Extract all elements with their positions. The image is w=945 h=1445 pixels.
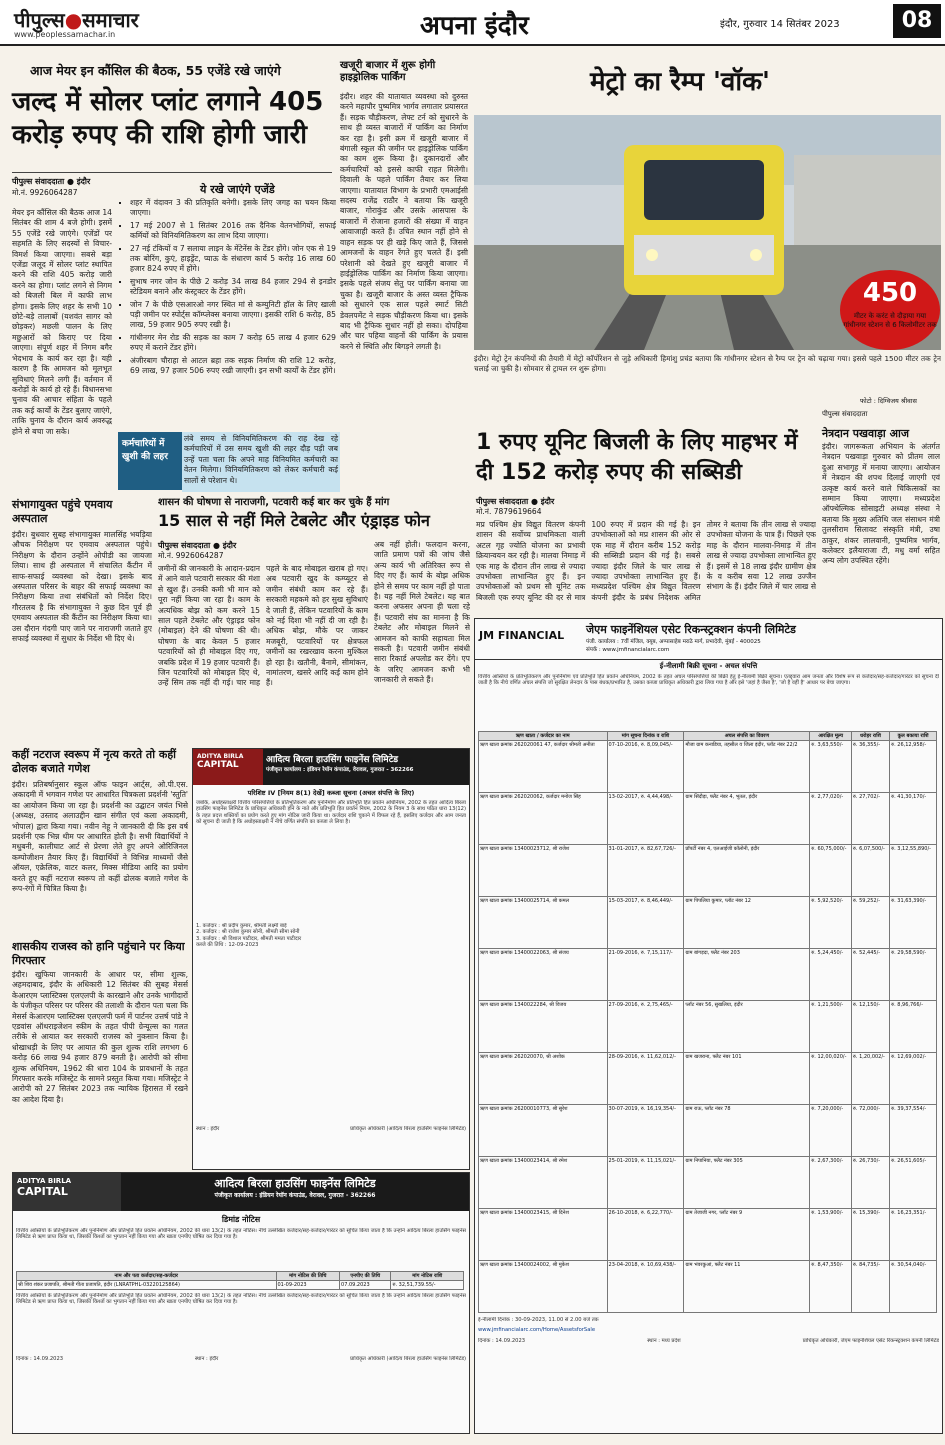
table-cell: रु. 6,07,500/- [851,845,889,897]
table-cell: ऋण खाता क्रमांक 13400024002, श्री मुकेश [479,1261,608,1313]
table-header: कुल बकाया राशि [890,732,937,741]
table-cell: रु. 16,23,351/- [890,1209,937,1261]
metro-headline: मेट्रो का रैम्प 'वॉक' [590,67,771,97]
table-cell: ग्राम राऊ, प्लॉट नंबर 78 [684,1105,810,1157]
table-row [479,1209,937,1261]
page-number: 08 [893,4,941,38]
jm-contact: संपर्क : www.jmfinancialarc.com [586,647,670,653]
subsidy-byline: पीपुल्स संवाददाता ● इंदौर [476,497,555,506]
table-cell: रु. 2,77,020/- [810,793,852,845]
ad2-address: पंजीकृत कार्यालय : इंडियन रेयॉन कंपाउंड, वेरावल, गुजरात - 362266 [214,1192,376,1199]
khajrana-headline: खजूरी बाजार में शुरू होगी हाइड्रोलिक पार्किंग [340,60,436,83]
table-row [479,793,937,845]
table-cell: 21-09-2016, रु. 7,15,117/- [607,949,684,1001]
table-cell: ऋण खाता क्रमांक 262020070, श्री अशोक [479,1053,608,1105]
lead-headline: जल्द में सोलर प्लांट लगाने 405 करोड़ रुपए की राशि होगी जारी [12,87,324,150]
jm-address: पंजी. कार्यालय : 7वीं मंजिल, क्यूब, अप्पासाहेब मराठे मार्ग, प्रभादेवी, मुंबई - 400025 [586,639,761,645]
table-cell: 27-09-2016, रु. 2,75,465/- [607,1001,684,1053]
table-header: धरोहर राशि [851,732,889,741]
aditya-birla-possession-notice: ADITYA BIRLA CAPITAL आदित्य बिरला हाउसिंग फाइनेंस लिमिटेड पंजीकृत कार्यालय : इंडियन रेयॉन कंपाउंड, वेरावल, गुजरात - 362266 परिशिष्ट IV [नियम 8(1) देखें] कब्जा सूचना (अचल संपत्ति के लिए) जबकि, अधोहस्ताक्षरी वित्तीय परिसंपत्तियों के प्रतिभूतिकरण और पुनर्निर्माण और प्रतिभूति हित प्रवर्तन अधिनियम, 2002 के तहत आदित्य बिरला हाउसिंग फाइनेंस लिमिटेड के प्राधिकृत अधिकारी होने के नाते और प्रतिभूति हित प्रवर्तन नियम, 2002 के नियम 3 के साथ पठित धारा 13(12) के तहत प्रदत्त शक्तियों का प्रयोग करते हुए मांग नोटिस जारी किया था। कर्जदार राशि चुकाने में विफल रहे हैं, इसलिए कर्जदार और आम जनता को सूचना दी जाती है कि अधोहस्ताक्षरी ने नीचे वर्णित संपत्ति का कब्जा ले लिया है। 1. कर्जदार : श्री प्रदीप कुमार, श्रीमती लक्ष्मी बाई 2. कर्जदार : श्री राजेश कुमार सोनी, श्रीमती सीमा सोनी 3. कर्जदार : श्री विशाल पाटीदार, श्रीमती ममता पाटीदार कब्जे की तिथि : 12-09-2023 स्थान : इंदौर प्राधिकृत अधिकारी (आदित्य बिरला हाउसिंग फाइनेंस लिमिटेड) [192,748,470,1170]
ad2-notice-title: डिमांड नोटिस [221,1215,261,1224]
brand-dot-icon: ● [64,8,83,32]
table-cell: रु. 3,63,550/- [810,741,852,793]
table-cell: ऋण खाता क्रमांक 13400023712, श्री राजेश [479,845,608,897]
loss-body: इंदौर। खुफिया जानकारी के आधार पर, सीमा शुल्क, अहमदाबाद, इंदौर के अधिकारी 12 सितंबर की सुबह मेसर्स केआरएम प्लास्टिक्स एलएलपी के कारखाने और उनके भागीदारों के पंजीकृत परिसर पर परिसर की तलाशी के दौरान पता चला कि मेसर्स केआरएम प्लास्टिक्स एलएलपी फर्म में पार्टनर उत्तर्ष पांडे ने एडवांस ऑथराइजेशन स्कीम के तहत पीपी ग्रेन्यूल्स का गलत तरीके से आयात कर सरकारी राजस्व को नुकसान किया है। धोखाधड़ी के लिए पर आयात की कुल शुल्क राशि लगभग 6 करोड़ 66 लाख 94 हजार 879 बनती है। आरोपी को सीमा शुल्क अधिनियम, 1962 की धारा 104 के प्रावधानों के तहत गिरफ्तार करके मजिस्ट्रेट के सामने प्रस्तुत किया गया। मजिस्ट्रेट ने आरोपी को 27 सितंबर 2023 तक न्यायिक हिरासत में रखने का आदेश दिया है। [12,970,188,1104]
table-row [479,741,937,793]
table-cell: रु. 15,390/- [851,1209,889,1261]
table-cell: 28-09-2016, रु. 11,62,012/- [607,1053,684,1105]
jm-auction-date: ई-नीलामी दिनांक : 30-09-2023, 11.00 से 2.00 बजे तक [478,1317,599,1323]
jm-header [475,619,942,660]
agenda-item: ▪ शहर में वंदावन 3 की प्रतिकृति बनेगी। इसके लिए जगह का चयन किया जाएगा। [130,198,336,219]
table-cell: ग्राम खजराना, फ्लैट नंबर 101 [684,1053,810,1105]
netradan-body: इंदौर। जागरूकता अभियान के अंतर्गत नेत्रदान पखवाड़ा गुरुवार को प्रीतम लाल दुआ सभागृह में मनाया जाएगा। आयोजन में नेत्रदान की शपथ दिलाई जाएगी एवं उत्कृष्ट कार्य करने वाले चिकित्सकों का सम्मान किया जाएगा। मध्यप्रदेश ऑफ्थेल्मिक सोसाइटी अध्यक्ष संस्था ने बताया कि मुख्य अतिथि जल संसाधन मंत्री तुलसीराम सिलावट संस्कृति मंत्री, उषा ठाकुर, शंकर लालवानी, पुष्यमित्र भार्गव, कलेक्टर इलैयाराजा टी, मधु वर्मा सहित अन्य लोग उपस्थित रहेंगे। [822,442,940,566]
table-cell: रु. 5,24,450/- [810,949,852,1001]
jm-intro: वित्तीय आस्तियों के प्रतिभूतिकरण और पुनर्निर्माण एवं प्रतिभूति हित प्रवर्तन अधिनियम, 2002 के तहत अचल परिसंपत्तियों की बिक्री हेतु ई-नीलामी बिक्री सूचना। एतद्द्वारा आम जनता और विशेष रूप से कर्जदार/सह-कर्जदार/गारंटर को सूचना दी जाती है कि नीचे वर्णित अचल संपत्ति जो सुरक्षित लेनदार के पास बंधक/प्रभारित है, उसका कब्जा प्राधिकृत अधिकारी द्वारा लिया गया है और इसे 'जहां है जैसा है', 'जो है वहीं है' आधार पर बेचा जाएगा। [478,674,939,687]
table-cell: रु. 39,37,554/- [890,1105,937,1157]
table-header: मांग सूचना दिनांक व राशि [607,732,684,741]
table-cell: रु. 52,445/- [851,949,889,1001]
table-cell: ऋण खाता क्रमांक 1340022284, श्री विजय [479,1001,608,1053]
ad-address: पंजीकृत कार्यालय : इंडियन रेयॉन कंपाउंड, वेरावल, गुजरात - 362266 [266,767,414,773]
table-cell: ग्राम तेजाजी नगर, प्लॉट नंबर 9 [684,1209,810,1261]
table-cell: 23-04-2018, रु. 10,69,438/- [607,1261,684,1313]
side-text: लंबे समय से विनियमितिकरण की राह देख रहे कर्मचारियों में उस समय खुशी की लहर दौड़ पड़ी जब उन्हें पता चला कि अपने माह विनियमित कर्मचारी का वेतन मिलेगा। विनियमितिकरण को लेकर कर्मचारी कई सालों से परेशान थे। [182,432,340,492]
lead-byline: पीपुल्स संवाददाता ● इंदौर [12,177,91,186]
agenda-item: ▪ 27 नई टंकियों व 7 सलाया लाइन के मेंटेनेंस के टेंडर होंगे। जोन एक से 19 तक बोरिंग, कुएं, हाइड्रेंट, प्याऊ के संधारण कार्य 5 करोड़ 16 लाख 60 हजार 824 रुपए में होंगे। [130,244,336,275]
loss-headline: शासकीय राजस्व को हानि पहुंचाने पर किया गिरफ्तार [12,940,185,967]
ad2-table: नाम और पता कर्जदार/सह-कर्जदार मांग नोटिस की तिथि एनपीए की तिथि मांग नोटिस राशि श्री शिव शंकर प्रजापति, श्रीमती गीता प्रजापति, इंदौर (LNRATPHL-03220125864) 01-09-2023 07.09.2023 रु. 32,51,739.55/- [16,1271,464,1290]
table-cell: रु. 7,20,000/- [810,1105,852,1157]
ad2-title: आदित्य बिरला हाउसिंग फाइनेंस लिमिटेड [214,1177,376,1190]
table-cell: ग्राम निपानिया, फ्लैट नंबर 305 [684,1157,810,1209]
newspaper-brand [14,6,139,33]
netradan-tag: पीपुल्स संवाददाता [822,410,868,418]
agenda-item: ▪ अंजीरबाग चौराहा से आटल ब्रहा तक सड़क निर्माण की राशि 12 करोड़, 69 लाख, 97 हजार 506 रुपए रखी जाएगी। इन सभी कार्यों के टेंडर होंगे। [130,356,336,377]
tablet-kicker: शासन की घोषणा से नाराजगी, पटवारी कई बार कर चुके हैं मांग [158,497,390,508]
table-cell: ऋण खाता क्रमांक 13400023414, श्री रमेश [479,1157,608,1209]
ganesh-headline: कहीं नटराज स्वरूप में नृत्य करते तो कहीं ढोलक बजाते गणेश [12,748,177,775]
table-cell: प्रॉपर्टी नंबर 4, एलआईजी कॉलोनी, इंदौर [684,845,810,897]
hospital-headline: संभागायुक्त पहुंचे एमवाय अस्पताल [12,498,113,525]
agenda-item: ▪ जोन 7 के पीछे एसआरओ नगर स्थित मां से कम्युनिटी हॉल के लिए खाली पड़ी जमीन पर स्पोर्ट्स कॉम्प्लेक्स बनाया जाएगा। इसकी राशि 6 करोड़, 85 लाख, 59 हजार 905 रुपए रखी है। [130,300,336,331]
agenda-list [118,198,336,428]
table-cell: 13-02-2017, रु. 4,44,498/- [607,793,684,845]
tablet-headline: 15 साल से नहीं मिले टेबलेट और एंड्राइड फोन [158,511,430,530]
brand-right: समाचार [82,8,139,32]
jm-title: जेएम फाइनेंशियल एसेट रिकन्स्ट्रक्शन कंपनी लिमिटेड [586,623,796,636]
table-cell: रु. 30,54,040/- [890,1261,937,1313]
divider [12,172,332,173]
table-cell: रु. 26,730/- [851,1157,889,1209]
badge-text: मीटर के करंट से दौड़ाया गया गांधीनगर स्टेशन से 6 किलोमीटर तक [843,312,937,329]
table-cell: रु. 1,53,900/- [810,1209,852,1261]
table-cell: प्लॉट नंबर 56, सुखलिया, इंदौर [684,1001,810,1053]
table-cell: मौजा ग्राम कनाडिया, तहसील व जिला इंदौर, प्लॉट नंबर 22/2 [684,741,810,793]
table-cell: ग्राम सिंदौड़ा, फ्लैट नंबर 4, भूतल, इंदौर [684,793,810,845]
table-cell: रु. 29,58,590/- [890,949,937,1001]
subsidy-mobile: मो.नं. 7879619664 [476,507,542,516]
ad2-header [13,1173,469,1211]
jm-website-link[interactable]: www.jmfinancialarc.com/Home/AssetsforSale [478,1327,596,1334]
metro-caption: इंदौर। मेट्रो ट्रेन कंपनियों की तैयारी में मेट्रो कॉर्पोरेशन से जुड़े अधिकारी हिमांशु प्रचंड बताया कि गांधीनगर स्टेशन से रैम्प पर ट्रेन को चढ़ाया गया। इससे पहले 1500 मीटर तक ट्रेन चलाई जा चुकी है। सोमवार से ट्रायल रन शुरू होगा। [474,354,941,373]
khajrana-body: इंदौर। शहर की यातायात व्यवस्था को दुरुस्त करने महापौर पुष्यमित्र भार्गव लगातार प्रयासरत हैं। सड़क चौड़ीकरण, लेफ्ट टर्न को सुधारने के साथ ही व्यस्त बाजारों में पार्किंग का निर्माण कर रहा है। इसी क्रम में खजूरी बाजार में बंगाली स्कूल की जमीन पर हाइड्रोलिक पार्किंग का काम शुरू किया है। दुकानदारों और कर्मचारियों को इससे काफी राहत मिलेगी। दिवाली के पहले पार्किंग तैयार कर लिया जाएगा। यातायात विभाग के प्रभारी एमआईसी सदस्य राजेंद्र राठौर ने बताया कि खजूरी बाजार, गोराकुंड और उसके आसपास के बाजारों में रोजाना हजारों की संख्या में वाहन आवाजाही करते हैं। उचित स्थान नहीं होने से वाहन सड़क पर ही खड़े किए जाते हैं, जिससे आमजनों के वाहन रेंगते हुए चलते हैं। इसी परेशानी को देखते हुए खजूरी बाजार में हाईड्रोलिक पार्किंग का निर्माण किया जाएगा। इसके पहले संजय सेतु पर पार्किंग बनाया जा चुका है। खजूरी बाजार के अस्त व्यस्त ट्रैफिक को सुधारने एक साल पहले स्मार्ट सिटी डेवलपमेंट ने सड़क चौड़ीकरण किया था। इसके बाद भी ट्रैफिक सुधार नहीं हो सका। दोपहिया और चार पहिया वाहनों की पार्किंग के प्रयास करने से स्थिति और बिगड़ने लगती है। [340,92,468,351]
metro-badge [840,270,940,350]
table-cell: रु. 12,69,002/- [890,1053,937,1105]
table-cell: रु. 84,735/- [851,1261,889,1313]
lead-kicker: आज मेयर इन कौंसिल की बैठक, 55 एजेंडे रखे जाएंगे [30,63,281,78]
table-row [479,897,937,949]
ad-notice-title: परिशिष्ट IV [नियम 8(1) देखें] कब्जा सूचना (अचल संपत्ति के लिए) [247,789,415,797]
table-cell: 07-10-2016, रु. 8,09,045/- [607,741,684,793]
dateline: इंदौर, गुरुवार 14 सितंबर 2023 [720,19,840,30]
table-cell: रु. 12,150/- [851,1001,889,1053]
table-row [479,1105,937,1157]
lead-mobile: मो.नं. 9926064287 [12,188,78,197]
table-row [479,1261,937,1313]
section-title: अपना इंदौर [420,11,529,41]
ad2-filler: वित्तीय आस्तियों के प्रतिभूतिकरण और पुनर्निर्माण और प्रतिभूति हित प्रवर्तन अधिनियम, 2002 की धारा 13(2) के तहत नोटिस। नीचे उल्लेखित कर्जदार/सह-कर्जदार/गारंटर को सूचित किया जाता है कि उन्होंने आदित्य बिरला हाउसिंग फाइनेंस लिमिटेड से ऋण प्राप्त किया था, जिसकी किश्तों का भुगतान नहीं किया गया और खाता एनपीए घोषित कर दिया गया है। [16,1293,466,1306]
jm-notice-title: ई-नीलामी बिक्री सूचना - अचल संपत्ति [659,662,758,670]
table-cell: रु. 1,20,002/- [851,1053,889,1105]
table-cell: 25-01-2019, रु. 11,15,021/- [607,1157,684,1209]
table-cell: रु. 8,96,766/- [890,1001,937,1053]
tablet-byline: पीपुल्स संवाददाता ● इंदौर [158,541,237,550]
badge-number: 450 [862,278,918,308]
agenda-item: ▪ गांधीनगर मेन रोड की सड़क का काम 7 करोड़ 65 लाख 4 हजार 629 रुपए में कराने टेंडर होंगे। [130,333,336,354]
table-cell: रु. 2,67,300/- [810,1157,852,1209]
ad-borrowers: 1. कर्जदार : श्री प्रदीप कुमार, श्रीमती लक्ष्मी बाई 2. कर्जदार : श्री राजेश कुमार सोनी, श्रीमती सीमा सोनी 3. कर्जदार : श्री विशाल पाटीदार, श्रीमती ममता पाटीदार कब्जे की तिथि : 12-09-2023 [196,923,302,949]
jm-table [478,731,937,1313]
table-cell: रु. 26,12,958/- [890,741,937,793]
ganesh-body: इंदौर। प्रतिबर्षानुसार स्कूल ऑफ फाइन आर्ट्स, ओ.पी.एस. अकादमी में भगवान गणेश पर आधारित चित्रकला प्रदर्शनी 'स्तुति' का आयोजन किया जा रहा है। प्रदर्शनी का उद्घाटन जयंत भिसे (अध्यक्ष, उस्ताद अलाउद्दीन खान संगीत एवं कला अकादमी, भोपाल) द्वारा किया गया। नवीन नेहू ने जानकारी दी कि इस वर्ष प्रदर्शनी एक भिन्न थीम पर आधारित होती है। सभी विद्यार्थियों ने मधुबनी, कालीघाट आर्ट से प्रेरणा लेते हुए अपने ओरिजिनल कम्पोजीशन तैयार किए हैं। विद्यार्थियों ने विभिन्न माध्यमों जैसे ऑयल, एक्रेलिक, वाटर कलर, मिक्स मीडिया आदि का प्रयोग करते हुए कहीं नटराज स्वरूप तो कहीं ढोलक बजाते गणेश के रूप-रंगों में चित्रित किया है। [12,780,188,894]
agenda-title: ये रखे जाएंगे एजेंडे [200,183,275,196]
ad-title: आदित्य बिरला हाउसिंग फाइनेंस लिमिटेड [266,755,399,765]
table-cell: रु. 60,75,000/- [810,845,852,897]
tablet-body-2: अब नहीं होती। फलदान करना, जाति प्रमाण पत्रों की जांच जैसे अन्य कार्य भी अतिरिक्त रूप से दिए गए हैं। कार्य के बोझ अधिक होने से समय पर काम नहीं हो पाता है। यह नहीं मिले टेबलेट। यह बात करना अफसर अपना ही चला रहे हैं। पटवारी संघ का मानना है कि टेबलेट और मोबाइल मिलने से आमजन को काफी सहायता मिल सकती है। पटवारी जमीन संबंधी सारा रिकार्ड अपलोड कर देंगे। एप के जरिए आमजन कभी भी जानकारी ले सकते हैं। [374,540,470,685]
aditya-birla-logo: ADITYA BIRLA CAPITAL [193,749,263,785]
table-row [479,1157,937,1209]
table-cell: ऋण खाता क्रमांक 26200010773, श्री सुरेश [479,1105,608,1157]
photo-credit: फोटो : दिग्विजय श्रीवास [860,397,917,405]
lead-body: मेयर इन कौंसिल की बैठक आज 14 सितंबर की शाम 4 बजे होगी। इसमें 55 एजेंडे रखे जाएंगे। एजेंडों पर सहमति के लिए सदस्यों से विचार-विमर्श किया जाएगा। सबसे बड़ा एजेंडा जलूद में सोलर प्लांट स्थापित करने की राशि 405 करोड़ जारी करने का होगा। प्लांट लगने से निगम को बिजली बिल में काफी लाभ होगा। इसके लिए शहर के सभी 10 छोटे-बड़े तालाबों (यशवंत सागर को छोड़कर) मछली पालन के लिए मछुआरों को किराए पर दिया जाएगा। संपूर्ण शहर में निगम बगैर भेदभाव के कार्य कर रहा है। यही कारण है कि आमजन को मूलभूत सुविधाएं मिलने लगी हैं। वर्तमान में करोड़ों के कार्य हो रहे हैं। विधानसभा चुनाव की आचार संहिता के पहले तक कई कार्यों के टेंडर बुलाए जाएंगे, ताकि चुनाव के दौरान कार्य अवरुद्ध होने से बचा जा सके। [12,208,112,436]
table-cell: रु. 26,51,605/- [890,1157,937,1209]
masthead [0,0,945,46]
table-cell: 31-01-2017, रु. 82,67,726/- [607,845,684,897]
tablet-body: जमीनों की जानकारी के आदान-प्रदान में आने वाले पटवारी सरकार की मंशा से खुश हैं। उनकी कमी भी मान को पूरा नहीं किया जा रहा है। काम के अत्यधिक बोझ को कम करने 15 साल पहले टेबलेट और एंड्राइड फोन (मोबाइल) देने की घोषणा की थी। घोषणा के बाद केवल 5 हजार पटवारियों को ही मोबाइल दिए गए, जबकि प्रदेश में 19 हजार पटवारी हैं। जिन पटवारियों को मोबाइल दिए थे, उन्हें सिम तक नहीं दी गई। चार माह पहले के बाद मोबाइल खराब हो गए। अब पटवारी खुद के कम्प्यूटर से जमीन संबंधी काम कर रहे हैं। सरकारी महकमे को हर सुख सुविधाएं दे जाती हैं, लेकिन पटवारियों के काम को नई दिशा भी नहीं दी जा रही है। अधिक बोझ, मौके पर जाकर मजबूरी, पटवारियों पर क्षेत्रफल जमीनों का रखरखाव करना मुश्किल हो रहा है। खतौनी, बैनामे, सीमांकन, नामांतरण, खसरे आदि कई काम होने हैं। [158,564,368,688]
table-cell: रु. 41,30,170/- [890,793,937,845]
ad2-text: वित्तीय आस्तियों के प्रतिभूतिकरण और पुनर्निर्माण और प्रतिभूति हित प्रवर्तन अधिनियम, 2002 की धारा 13(2) के तहत नोटिस। नीचे उल्लेखित कर्जदार/सह-कर्जदार/गारंटर को सूचित किया जाता है कि उन्होंने आदित्य बिरला हाउसिंग फाइनेंस लिमिटेड से ऋण प्राप्त किया था, जिसकी किश्तों का भुगतान नहीं किया गया और खाता एनपीए घोषित कर दिया गया है। [16,1228,466,1241]
table-row [479,845,937,897]
subsidy-headline: 1 रुपए यूनिट बिजली के लिए माहभर में दी 152 करोड़ रुपए की सब्सिडी [476,430,798,485]
agenda-item: ▪ सुभाष नगर जोन के पीछे 2 करोड़ 34 लाख 84 हजार 294 से इनडोर स्टेडियम बनाने और कंस्ट्रक्टर के टेंडर होंगे। [130,277,336,298]
table-cell: ग्राम पिपलिया कुमार, प्लॉट नंबर 12 [684,897,810,949]
table-cell: ऋण खाता क्रमांक 13400023415, श्री दिनेश [479,1209,608,1261]
table-cell: ऋण खाता क्रमांक 262020061 47, कर्जदार श्रीमती अनीता [479,741,608,793]
table-cell: ऋण खाता क्रमांक 13400025714, श्री कमल [479,897,608,949]
hospital-body: इंदौर। बुधवार सुबह संभागायुक्त मालसिंह भयड़िया औचक निरीक्षण पर एमवाय अस्पताल पहुंचे। निरीक्षण के दौरान उन्होंने ओपीडी का जायजा लिया। साथ ही अस्पताल में संचालित कैंटीन में साफ-सफाई व्यवस्था को देखा। इसके बाद अस्पताल परिसर के बाहर की सफाई व्यवस्था का निरीक्षण किया तथा संबंधितों को निर्देश दिए। गौरतलब है कि संभागायुक्त ने कुछ दिन पूर्व ही एमवाय अस्पताल की कैंटीन का निरीक्षण किया था। उस दौरान गंदगी पाए जाने पर नाराजगी जताते हुए सफाई व्यवस्था में सुधार के निर्देश भी दिए थे। [12,530,152,644]
table-row [479,949,937,1001]
website-url: www.peoplessamachar.in [14,30,116,39]
table-cell: रु. 3,12,55,890/- [890,845,937,897]
table-cell: ऋण खाता क्रमांक 262020062, कर्जदार मनोज सिंह [479,793,608,845]
aditya-birla-demand-notice: ADITYA BIRLA CAPITAL आदित्य बिरला हाउसिंग फाइनेंस लिमिटेड पंजीकृत कार्यालय : इंडियन रेयॉन कंपाउंड, वेरावल, गुजरात - 362266 डिमांड नोटिस वित्तीय आस्तियों के प्रतिभूतिकरण और पुनर्निर्माण और प्रतिभूति हित प्रवर्तन अधिनियम, 2002 की धारा 13(2) के तहत नोटिस। नीचे उल्लेखित कर्जदार/सह-कर्जदार/गारंटर को सूचित किया जाता है कि उन्होंने आदित्य बिरला हाउसिंग फाइनेंस लिमिटेड से ऋण प्राप्त किया था, जिसकी किश्तों का भुगतान नहीं किया गया और खाता एनपीए घोषित कर दिया गया है। नाम और पता कर्जदार/सह-कर्जदार मांग नोटिस की तिथि एनपीए की तिथि मांग नोटिस राशि श्री शिव शंकर प्रजापति, श्रीमती गीता प्रजापति, इंदौर (LNRATPHL-03220125864) 01-09-2023 07.09.2023 रु. 32,51,739.55/- वित्तीय आस्तियों के प्रतिभूतिकरण और पुनर्निर्माण और प्रतिभूति हित प्रवर्तन अधिनियम, 2002 की धारा 13(2) के तहत नोटिस। नीचे उल्लेखित कर्जदार/सह-कर्जदार/गारंटर को सूचित किया जाता है कि उन्होंने आदित्य बिरला हाउसिंग फाइनेंस लिमिटेड से ऋण प्राप्त किया था, जिसकी किश्तों का भुगतान नहीं किया गया और खाता एनपीए घोषित कर दिया गया है। दिनांक : 14.09.2023 स्थान : इंदौर प्राधिकृत अधिकारी (आदित्य बिरला हाउसिंग फाइनेंस लिमिटेड) [12,1172,470,1434]
side-label: कर्मचारियों में खुशी की लहर [118,432,184,490]
table-cell: रु. 1,21,500/- [810,1001,852,1053]
agenda-item: ▪ 17 मई 2007 से 1 सितंबर 2016 तक दैनिक वेतनभोगियों, सफाई कर्मियों को विनियमितिकरण का लाभ दिया जाएगा। [130,221,336,242]
table-cell: 15-03-2017, रु. 8,46,449/- [607,897,684,949]
tablet-mobile: मो.नं. 9926064287 [158,551,224,560]
table-row: श्री शिव शंकर प्रजापति, श्रीमती गीता प्रजापति, इंदौर (LNRATPHL-03220125864) 01-09-2023 07.09.2023 रु. 32,51,739.55/- [17,1281,464,1290]
ad-header [193,749,469,785]
table-cell: रु. 12,00,020/- [810,1053,852,1105]
table-cell: ग्राम बांगड़दा, फ्लैट नंबर 203 [684,949,810,1001]
table-header: आरक्षित मूल्य [810,732,852,741]
table-header: ऋण खाता / कर्जदार का नाम [479,732,608,741]
table-header: अचल संपत्ति का विवरण [684,732,810,741]
table-cell: 30-07-2019, रु. 16,19,354/- [607,1105,684,1157]
table-row [479,1053,937,1105]
table-cell: रु. 8,47,350/- [810,1261,852,1313]
aditya-birla-logo: ADITYA BIRLA CAPITAL [13,1173,121,1211]
table-cell: रु. 36,355/- [851,741,889,793]
table-cell: रु. 31,63,390/- [890,897,937,949]
table-cell: 26-10-2018, रु. 6,22,770/- [607,1209,684,1261]
subsidy-body: मप्र पश्चिम क्षेत्र विद्युत वितरण कंपनी शासन की सर्वोच्च प्राथमिकता वाली अटल गृह ज्योति योजना का प्रभावी क्रियान्वयन कर रही है। मालवा निमाड़ में एक माह के दौरान तीन लाख से ज्यादा उपभोक्ता लाभान्वित हुए हैं। इन उपभोक्ताओं को प्रथम सौ यूनिट तक बिजली एक रुपए यूनिट की दर से मात्र 100 रुपए में प्रदान की गई है। इन उपभोक्ताओं को मप्र शासन की ओर से एक माह में दौरान करीब 152 करोड़ की सब्सिडी प्रदान की गई है। सबसे ज्यादा इंदौर जिले के चार लाख से ज्यादा उपभोक्ता लाभान्वित हुए हैं। मध्यप्रदेश पश्चिम क्षेत्र विद्युत वितरण कंपनी इंदौर के प्रबंध निदेशक अमित तोमर ने बताया कि तीन लाख से ज्यादा उपभोक्ता योजना के पात्र हैं। पिछले एक माह के दौरान मालवा-निमाड़ में तीन लाख से ज्यादा उपभोक्ता लाभान्वित हुए हैं। इसमें से 18 लाख इंदौर ग्रामीण क्षेत्र के व करीब सवा 12 लाख उज्जैन संभाग के हैं। इंदौर जिले में चार लाख से [476,520,816,602]
table-cell: रु. 72,000/- [851,1105,889,1157]
table-cell: ऋण खाता क्रमांक 13400022063, श्री संजय [479,949,608,1001]
brand-left: पीपुल्स [14,8,65,32]
table-row [479,1001,937,1053]
table-cell: रु. 5,92,520/- [810,897,852,949]
jm-financial-auction-notice: JM FINANCIAL जेएम फाइनेंशियल एसेट रिकन्स्ट्रक्शन कंपनी लिमिटेड पंजी. कार्यालय : 7वीं मंजिल, क्यूब, अप्पासाहेब मराठे मार्ग, प्रभादेवी, मुंबई - 400025 संपर्क : www.jmfinancialarc.com ई-नीलामी बिक्री सूचना - अचल संपत्ति वित्तीय आस्तियों के प्रतिभूतिकरण और पुनर्निर्माण एवं प्रतिभूति हित प्रवर्तन अधिनियम, 2002 के तहत अचल परिसंपत्तियों की बिक्री हेतु ई-नीलामी बिक्री सूचना। एतद्द्वारा आम जनता और विशेष रूप से कर्जदार/सह-कर्जदार/गारंटर को सूचना दी जाती है कि नीचे वर्णित अचल संपत्ति जो सुरक्षित लेनदार के पास बंधक/प्रभारित है, उसका कब्जा प्राधिकृत अधिकारी द्वारा लिया गया है और इसे 'जहां है जैसा है', 'जो है वहीं है' आधार पर बेचा जाएगा। ऋण खाता / कर्जदार का नाम मांग सूचना दिनांक व राशि अचल संपत्ति का विवरण आरक्षित मूल्य धरोहर राशि कुल बकाया राशि ऋण खाता क्रमांक 262020061 47, कर्जदार श्रीमती अनीता 07-10-2016, रु. 8,09,045/- मौजा ग्राम कनाडिया, तहसील व जिला इंदौर, प्लॉट नंबर 22/2 रु. 3,63,550/- रु. 36,355/- रु. 26,12,958/- ऋण खाता क्रमांक 262020062, कर्जदार मनोज सिंह 13-02-2017, रु. 4,44,498/- ग्राम सिंदौड़ा, फ्लैट नंबर 4, भूतल, इंदौर रु. 2,77,020/- रु. 27,702/- रु. 41,30,170/- ऋण खाता क्रमांक 13400023712, श्री राजेश 31-01-2017, रु. 82,67,726/- प्रॉपर्टी नंबर 4, एलआईजी कॉलोनी, इंदौर रु. 60,75,000/- रु. 6,07,500/- रु. 3,12,55,890/- ऋण खाता क्रमांक 13400025714, श्री कमल 15-03-2017, रु. 8,46,449/- ग्राम पिपलिया कुमार, प्लॉट नंबर 12 रु. 5,92,520/- रु. 59,252/- रु. 31,63,390/- ऋण खाता क्रमांक 13400022063, श्री संजय 21-09-2016, रु. 7,15,117/- ग्राम बांगड़दा, फ्लैट नंबर 203 रु. 5,24,450/- रु. 52,445/- रु. 29,58,590/- ऋण खाता क्रमांक 1340022284, श्री विजय 27-09-2016, रु. 2,75,465/- प्लॉट नंबर 56, सुखलिया, इंदौर रु. 1,21,500/- रु. 12,150/- रु. 8,96,766/- ऋण खाता क्रमांक 262020070, श्री अशोक 28-09-2016, रु. 11,62,012/- ग्राम खजराना, फ्लैट नंबर 101 रु. 12,00,020/- रु. 1,20,002/- रु. 12,69,002/- ऋण खाता क्रमांक 26200010773, श्री सुरेश 30-07-2019, रु. 16,19,354/- ग्राम राऊ, प्लॉट नंबर 78 रु. 7,20,000/- रु. 72,000/- रु. 39,37,554/- ऋण खाता क्रमांक 13400023414, श्री रमेश 25-01-2019, रु. 11,15,021/- ग्राम निपानिया, फ्लैट नंबर 305 रु. 2,67,300/- रु. 26,730/- रु. 26,51,605/- ऋण खाता क्रमांक 13400023415, श्री दिनेश 26-10-2018, रु. 6,22,770/- ग्राम तेजाजी नगर, प्लॉट नंबर 9 रु. 1,53,900/- रु. 15,390/- रु. 16,23,351/- ऋण खाता क्रमांक 13400024002, श्री मुकेश 23-04-2018, रु. 10,69,438/- ग्राम भंवरकुआं, फ्लैट नंबर 11 रु. 8,47,350/- रु. 84,735/- रु. 30,54,040/- ई-नीलामी दिनांक : 30-09-2023, 11.00 से 2.00 बजे तक www.jmfinancialarc.com/Home/AssetsforSale दिनांक : 14.09.2023 स्थान : मध्य प्रदेश प्राधिकृत अधिकारी, जेएम फाइनेंशियल एसेट रिकन्स्ट्रक्शन कंपनी लिमिटेड [474,618,943,1434]
table-cell: ग्राम भंवरकुआं, फ्लैट नंबर 11 [684,1261,810,1313]
jm-financial-logo: JM FINANCIAL [479,629,565,642]
ad-text: जबकि, अधोहस्ताक्षरी वित्तीय परिसंपत्तियों के प्रतिभूतिकरण और पुनर्निर्माण और प्रतिभूति हित प्रवर्तन अधिनियम, 2002 के तहत आदित्य बिरला हाउसिंग फाइनेंस लिमिटेड के प्राधिकृत अधिकारी होने के नाते और प्रतिभूति हित प्रवर्तन नियम, 2002 के नियम 3 के साथ पठित धारा 13(12) के तहत प्रदत्त शक्तियों का प्रयोग करते हुए मांग नोटिस जारी किया था। कर्जदार राशि चुकाने में विफल रहे हैं, इसलिए कर्जदार और आम जनता को सूचना दी जाती है कि अधोहस्ताक्षरी ने नीचे वर्णित संपत्ति का कब्जा ले लिया है। [196,800,466,826]
table-cell: रु. 27,702/- [851,793,889,845]
netradan-headline: नेत्रदान पखवाड़ा आज [822,427,909,440]
table-cell: रु. 59,252/- [851,897,889,949]
